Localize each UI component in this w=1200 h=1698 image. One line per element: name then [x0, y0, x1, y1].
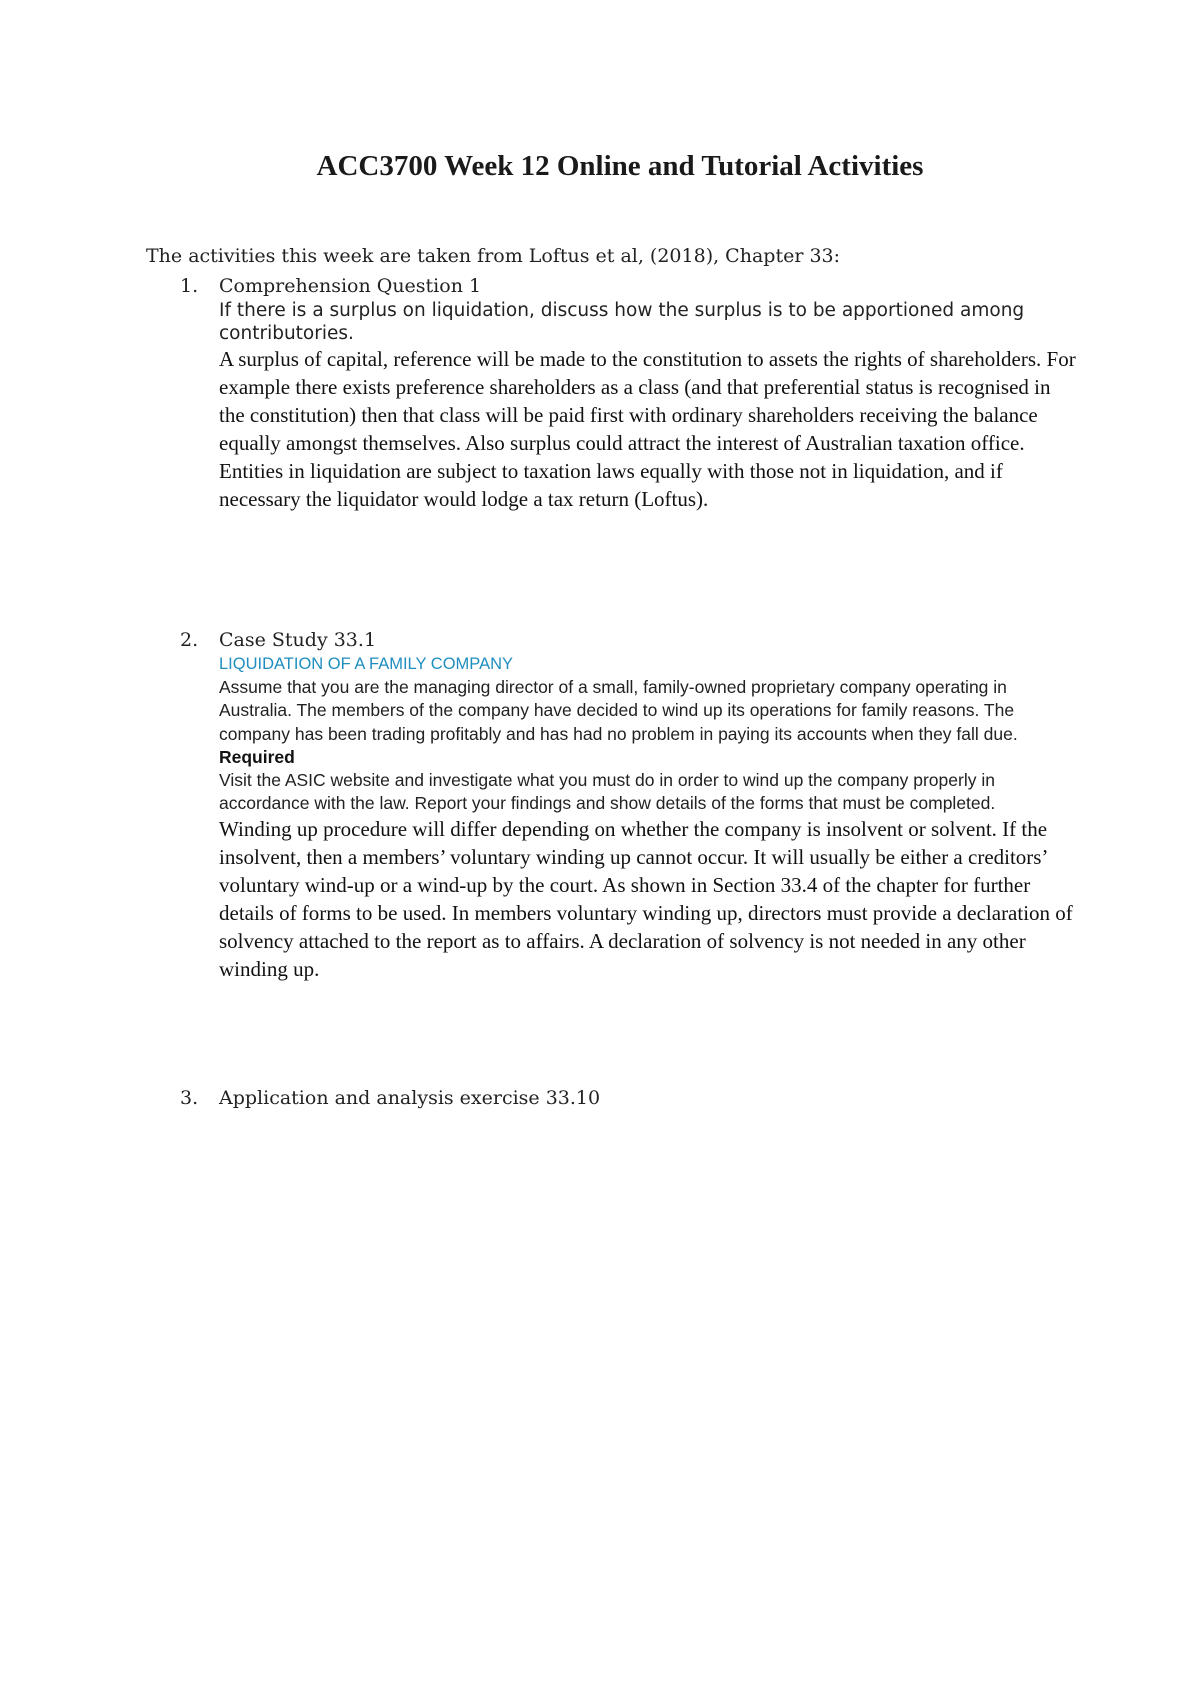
answer-text: Winding up procedure will differ depending on whether the company is insolvent or solvent. If the insolvent, then a members’ voluntary winding up cannot occur. It will usually be either a creditors’ voluntary wind-up or a wind-up by the court. As shown in Section 33.4 of the chapter for further details of forms to be used. In members voluntary winding up, directors must provide a declaration of solvency attached to the report as to affairs. A declaration of solvency is not needed in any other winding up.: [219, 817, 1073, 982]
list-item-number: 3.: [180, 1087, 199, 1109]
list-item-number: 2.: [180, 629, 199, 651]
list-item-number: 1.: [180, 275, 199, 297]
required-text: Visit the ASIC website and investigate what you must do in order to wind up the company properly in accordance with the law. Report your findings and show details of the forms that must be completed.: [219, 769, 996, 814]
question-heading: Comprehension Question 1: [219, 275, 482, 297]
case-study-title: LIQUIDATION OF A FAMILY COMPANY: [219, 655, 514, 673]
case-study-heading: Case Study 33.1: [219, 629, 377, 651]
list-item-body: [219, 1085, 1079, 1111]
exercise-heading: Application and analysis exercise 33.10: [219, 1087, 601, 1109]
required-label: Required: [219, 746, 295, 767]
intro-paragraph: The activities this week are taken from Loftus et al, (2018), Chapter 33:: [146, 245, 841, 267]
list-item-body: [219, 273, 1079, 513]
case-study-text: Assume that you are the managing director of a small, family-owned proprietary company operating in Australia. The members of the company have decided to wind up its operations for family reasons. The company has been trading profitably and has had no problem in paying its accounts when they fall due.: [219, 677, 1018, 744]
list-item-body: [219, 627, 1079, 983]
question-text: If there is a surplus on liquidation, discuss how the surplus is to be apportioned among contributories.: [219, 300, 1025, 344]
document-title: ACC3700 Week 12 Online and Tutorial Activities: [316, 150, 924, 182]
answer-text: A surplus of capital, reference will be made to the constitution to assets the rights of shareholders. For example there exists preference shareholders as a class (and that preferential status is recognised in the constitution) then that class will be paid first with ordinary shareholders receiving the balance equally amongst themselves. Also surplus could attract the interest of Australian taxation office. Entities in liquidation are subject to taxation laws equally with those not in liquidation, and if necessary the liquidator would lodge a tax return (Loftus).: [219, 347, 1076, 511]
